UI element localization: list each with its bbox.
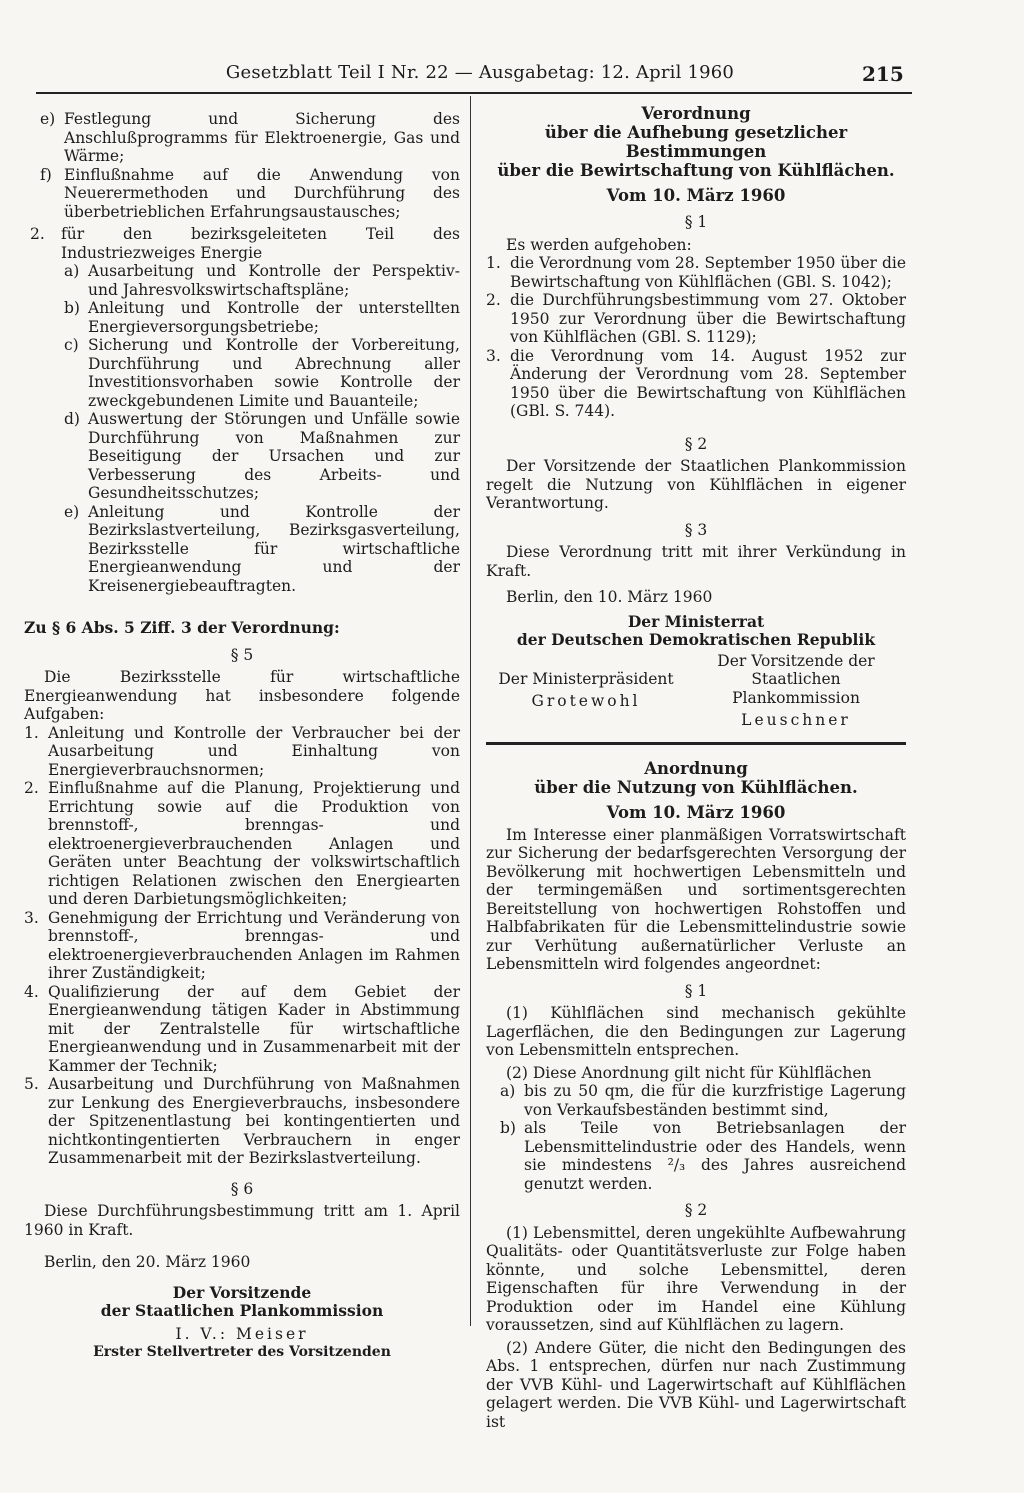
preamble: Im Interesse einer planmäßigen Vorratswirtschaft zur Sicherung der bedarfsgerechten Versorgung der Bevölkerung mit hochwertigen Lebensmitteln und der termingemäßen und sortimentsgerechten Bereitstellung von hochwertigen Rohstoffen und Halbfabrikaten für die Lebensmittelindustrie sowie zur Verhütung außernatürlicher Verluste an Lebensmitteln wird folgendes angeordnet: (486, 825, 906, 973)
item-marker: 2. (24, 779, 39, 797)
list-item (64, 336, 460, 410)
list-item (64, 299, 460, 336)
section-paragraph: (1) Kühlflächen sind mechanisch gekühlte Lagerflächen, die den Bedingungen zur Lagerung von Lebensmitteln entsprechen. (486, 1004, 906, 1059)
list-item (500, 1082, 906, 1119)
section-rule (486, 742, 906, 745)
item-marker: b) (64, 299, 80, 317)
item-text: Festlegung und Sicherung des Anschlußprogramms für Elektroenergie, Gas und Wärme; (64, 110, 460, 165)
item-text: Auswertung der Störungen und Unfälle sowie Durchführung von Maßnahmen zur Beseitigung der Ursachen und zur Verbesserung des Arbeits- und Gesundheitsschutzes; (88, 410, 460, 502)
list-item (64, 262, 460, 299)
signature-title: Der Ministerpräsident (498, 669, 674, 688)
section-intro: Es werden aufgehoben: (506, 235, 692, 254)
header-rule (36, 92, 912, 94)
section-text: Diese Durchführungsbestimmung tritt am 1. April 1960 in Kraft. (24, 1202, 460, 1239)
signature-name: Leuschner (741, 711, 851, 729)
list-item (24, 1075, 460, 1168)
list-item (486, 254, 906, 291)
list-item (486, 347, 906, 421)
section-number: § 6 (230, 1179, 254, 1198)
section-number: § 5 (230, 645, 254, 664)
signature-row (486, 652, 906, 730)
section-paragraph: (2) Andere Güter, die nicht den Bedingungen des Abs. 1 entsprechen, dürfen nur nach Zustimmung der VVB Kühl- und Lagerwirtschaft auf Kühlflächen gelagert werden. Die VVB Kühl- und Lagerwirtschaft ist (486, 1338, 906, 1431)
page-number: 215 (862, 62, 904, 86)
item-text: Anleitung und Kontrolle der unterstellten Energieversorgungsbetriebe; (88, 299, 460, 336)
item-marker: 2. (486, 291, 501, 309)
item-text: Ausarbeitung und Durchführung von Maßnahmen zur Lenkung des Energieverbrauchs, insbesondere der Spitzenentlastung bei kontingentierten und nichtkontingentierten Verbrauchern in enger Zusammenarbeit mit der Bezirkslastverteilung. (48, 1075, 460, 1167)
signature-office: Der Vorsitzende (172, 1282, 312, 1302)
item-marker: 5. (24, 1075, 39, 1093)
item-marker: 1. (486, 254, 501, 272)
running-title: Gesetzblatt Teil I Nr. 22 — Ausgabetag: 12. April 1960 (225, 62, 735, 83)
section-paragraph: (1) Lebensmittel, deren ungekühlte Aufbewahrung Qualitäts- oder Quantitätsverluste zur Folge haben könnte, und solche Lebensmittel, deren Eigenschaften für ihre Verwendung in der Produktion oder im Handel eine Kühlung voraussetzen, sind auf Kühlflächen zu lagern. (486, 1223, 906, 1334)
item-marker: f) (40, 165, 52, 184)
decree-title: über die Aufhebung gesetzlicher Bestimmungen (544, 123, 848, 161)
list-item (500, 1119, 906, 1193)
item-text: Sicherung und Kontrolle der Vorbereitung, Durchführung und Abrechnung aller Investitionsvorhaben sowie Kontrolle der zweckgebundenen Limite und Bauanteile; (88, 336, 460, 410)
section-number: § 1 (684, 213, 708, 231)
signature-office: der Staatlichen Plankommission (100, 1301, 384, 1320)
section-paragraph: (2) Diese Anordnung gilt nicht für Kühlflächen (506, 1063, 872, 1082)
item-marker: e) (64, 502, 80, 521)
list-item (24, 909, 460, 983)
item-text: Einflußnahme auf die Planung, Projektierung und Errichtung sowie auf die Produktion von brennstoff-, brenngas- und elektroenergieverbrauchenden Anlagen und Geräten unter Beachtung der volkswirtschaftlich richtigen Relationen zwischen den Energiearten und deren Darbietungsmöglichkeiten; (48, 779, 460, 908)
section-text: Der Vorsitzende der Staatlichen Plankommission regelt die Nutzung von Kühlflächen in eigener Verantwortung. (486, 457, 906, 512)
item-text: die Verordnung vom 14. August 1952 zur Änderung der Verordnung vom 28. September 1950 über die Bewirtschaftung von Kühlflächen (GBl. S. 744). (510, 346, 906, 420)
section-number: § 1 (684, 981, 708, 1000)
decree-date: Vom 10. März 1960 (606, 186, 786, 205)
item-text: als Teile von Betriebsanlagen der Lebensmittelindustrie oder des Handels, wenn sie mindestens ²/₃ des Jahres ausreichend genutzt werden. (524, 1119, 906, 1193)
list-item (24, 779, 460, 909)
signature-name: I. V.: Meiser (175, 1324, 309, 1343)
section-number: § 2 (684, 434, 708, 453)
place-date: Berlin, den 10. März 1960 (506, 588, 713, 606)
item-text: Einflußnahme auf die Anwendung von Neuerermethoden und Durchführung des überbetrieblichen Erfahrungsaustausches; (64, 165, 460, 221)
order-title: über die Nutzung von Kühlflächen. (534, 777, 858, 797)
council-name: Der Ministerrat (627, 611, 765, 631)
list-item (24, 166, 460, 222)
item-marker: e) (40, 110, 56, 128)
right-column (486, 104, 906, 1431)
section-intro: Die Bezirksstelle für wirtschaftliche Energieanwendung hat insbesondere folgende Aufgaben: (24, 668, 460, 723)
item-marker: a) (64, 262, 80, 280)
signature-title: Staatlichen Plankommission (732, 670, 860, 707)
item-marker: 3. (486, 346, 501, 365)
item-text: für den bezirksgeleiteten Teil des Industriezweiges Energie (61, 225, 460, 262)
section-reference-heading: Zu § 6 Abs. 5 Ziff. 3 der Verordnung: (24, 618, 340, 637)
item-marker: d) (64, 410, 80, 428)
list-item (24, 724, 460, 780)
signature-title: Der Vorsitzende der (717, 651, 875, 670)
column-divider (470, 96, 471, 1326)
list-item (64, 410, 460, 503)
list-item (24, 983, 460, 1076)
signature-title: Erster Stellvertreter des Vorsitzenden (93, 1344, 391, 1360)
section-number: § 2 (684, 1201, 708, 1219)
list-item (64, 503, 460, 596)
item-text: die Durchführungsbestimmung vom 27. Oktober 1950 zur Verordnung über die Bewirtschaftung von Kühlflächen (GBl. S. 1129); (510, 291, 906, 346)
order-date: Vom 10. März 1960 (606, 802, 786, 822)
left-column (24, 110, 460, 1362)
item-text: bis zu 50 qm, die für die kurzfristige Lagerung von Verkaufsbeständen bestimmt sind, (524, 1082, 906, 1119)
decree-title: Verordnung (641, 104, 751, 123)
item-marker: b) (500, 1119, 516, 1137)
council-name: der Deutschen Demokratischen Republik (516, 630, 876, 649)
item-text: Genehmigung der Errichtung und Veränderung von brennstoff-, brenngas- und elektroenergieverbrauchenden Anlagen im Rahmen ihrer Zuständigkeit; (48, 908, 460, 982)
signature-left (486, 652, 686, 730)
item-marker: c) (64, 336, 79, 354)
place-date: Berlin, den 20. März 1960 (44, 1253, 251, 1271)
signature-right (686, 652, 906, 730)
section-text: Diese Verordnung tritt mit ihrer Verkündung in Kraft. (486, 543, 906, 580)
item-marker: 4. (24, 982, 39, 1001)
order-title: Anordnung (644, 758, 748, 778)
signature-name: Grotewohl (531, 692, 641, 710)
list-item (24, 225, 460, 262)
list-item (24, 110, 460, 166)
decree-title: über die Bewirtschaftung von Kühlflächen. (497, 161, 895, 180)
list-item (486, 291, 906, 347)
item-marker: 1. (24, 723, 39, 742)
item-text: Anleitung und Kontrolle der Verbraucher bei der Ausarbeitung und Einhaltung von Energieverbrauchsnormen; (48, 723, 460, 779)
item-text: Anleitung und Kontrolle der Bezirkslastverteilung, Bezirksgasverteilung, Bezirksstelle für wirtschaftliche Energieanwendung und der Kreisenergiebeauftragten. (88, 502, 460, 595)
item-text: die Verordnung vom 28. September 1950 über die Bewirtschaftung von Kühlflächen (GBl. S. 1042); (510, 254, 906, 291)
item-text: Qualifizierung der auf dem Gebiet der Energieanwendung tätigen Kader in Abstimmung mit der Zentralstelle für wirtschaftliche Energieanwendung und in Zusammenarbeit mit der Kammer der Technik; (48, 982, 460, 1075)
item-marker: 2. (30, 225, 45, 243)
item-text: Ausarbeitung und Kontrolle der Perspektiv- und Jahresvolkswirtschaftspläne; (88, 262, 460, 299)
page-header (0, 62, 1024, 92)
section-number: § 3 (684, 520, 708, 539)
item-marker: a) (500, 1082, 516, 1100)
item-marker: 3. (24, 908, 39, 927)
signature-block (24, 1284, 460, 1362)
